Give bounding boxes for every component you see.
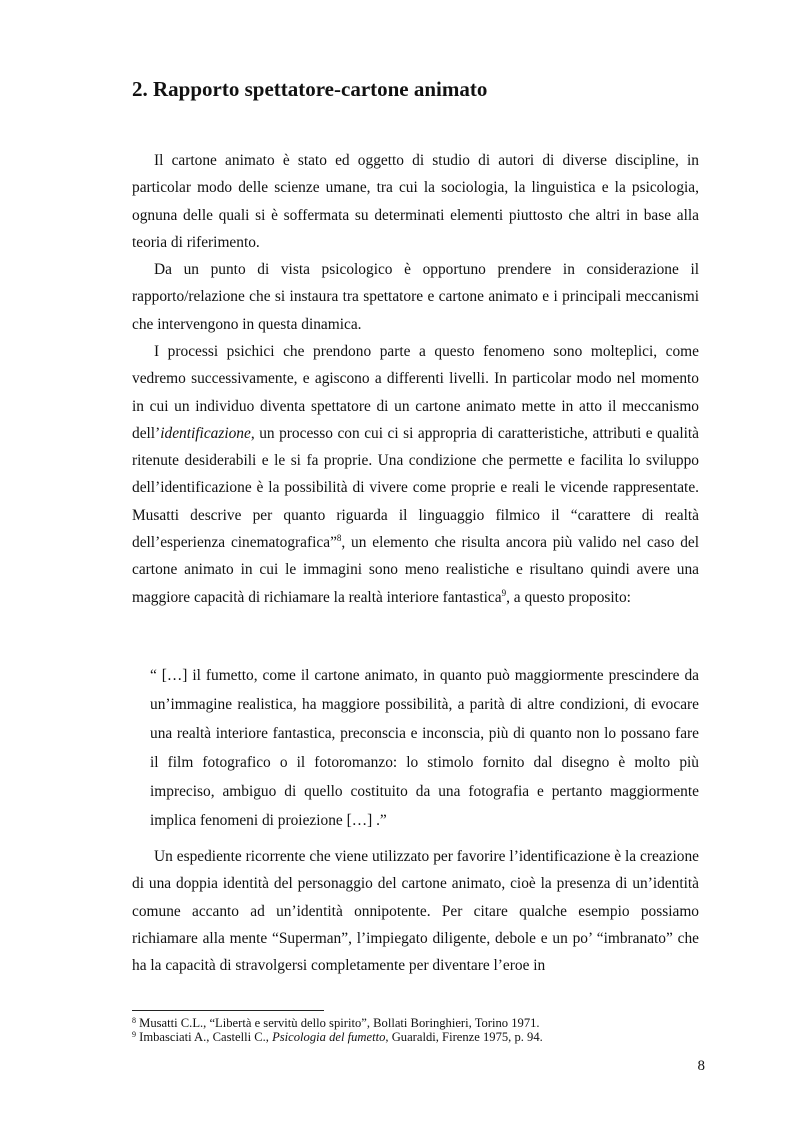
identificazione-term: identificazione [160, 424, 251, 442]
footnote-divider [132, 1010, 324, 1011]
footnote-9-publisher: , Guaraldi, Firenze 1975, p. 94. [385, 1030, 543, 1044]
paragraph-3-text [132, 338, 699, 611]
footnote-8-number: 8 [132, 1016, 136, 1025]
paragraph-3-part-d: , a questo proposito: [506, 588, 631, 606]
footnote-9-title: Psicologia del fumetto [272, 1030, 386, 1044]
paragraph-1-text: Il cartone animato è stato ed oggetto di studio di autori di diverse discipline, in particolar modo delle scienze umane, tra cui la sociologia, la linguistica e la psicologia, ognuna delle quali si è soffermata su determinati elementi piuttosto che altri in base alla teoria di riferimento. [132, 152, 699, 251]
paragraph-1 [132, 147, 699, 256]
footnote-9-number: 9 [132, 1030, 136, 1039]
footnote-9 [132, 1030, 699, 1044]
paragraph-3-part-a: I processi psichici che prendono parte a questo fenomeno sono molteplici, come vedremo successivamente, e agiscono a differenti livelli. In particolar modo nel momento in cui un individuo diventa spettatore di un cartone animato mette in atto il meccanismo dell’ [132, 343, 699, 442]
footnote-8 [132, 1016, 699, 1030]
block-quote: “ […] il fumetto, come il cartone animato, in quanto può maggiormente prescindere da un’immagine realistica, ha maggiore possibilità, a parità di altre condizioni, di evocare una realtà interiore fantastica, preconscia e inconscia, più di quanto non lo possano fare il film fotografico o il fotoromanzo: lo stimolo fornito dal disegno è molto più impreciso, ambiguo di quello costituito da una fotografia e pertanto maggiormente implica fenomeni di proiezione […] .” [150, 667, 699, 829]
paragraph-3 [132, 338, 699, 611]
footnote-8-text: Musatti C.L., “Libertà e servitù dello spirito”, Bollati Boringhieri, Torino 1971. [136, 1016, 540, 1030]
paragraph-3-part-c: , un elemento che risulta ancora più valido nel caso del cartone animato in cui le immagini sono meno realistiche e risultano quindi avere una maggiore capacità di richiamare la realtà interiore fantastica [132, 534, 699, 606]
paragraph-3-part-b: , un processo con cui ci si appropria di caratteristiche, attributi e qualità ritenute desiderabili e le si fa proprie. Una condizione che permette e facilita lo sviluppo dell’identificazione è la possibilità di vivere come proprie e reali le vicende rappresentate. Musatti descrive per quanto riguarda il linguaggio filmico il “carattere di realtà dell’esperienza cinematografica” [132, 424, 699, 552]
page-number: 8 [697, 1058, 705, 1074]
section-title: 2. Rapporto spettatore-cartone animato [132, 77, 488, 101]
footnotes [132, 1016, 699, 1044]
footnote-9-authors: Imbasciati A., Castelli C., [136, 1030, 273, 1044]
paragraph-2 [132, 256, 699, 338]
footnote-ref-8[interactable]: 8 [336, 533, 342, 544]
paragraph-2-text: Da un punto di vista psicologico è opportuno prendere in considerazione il rapporto/relazione che si instaura tra spettatore e cartone animato e i principali meccanismi che intervengono in questa dinamica. [132, 261, 699, 333]
paragraph-4 [132, 843, 699, 979]
paragraph-4-text: Un espediente ricorrente che viene utilizzato per favorire l’identificazione è la creazione di una doppia identità del personaggio del cartone animato, cioè la presenza di un’identità comune accanto ad un’identità onnipotente. Per citare qualche esempio possiamo richiamare alla mente “Superman”, l’impiegato diligente, debole e un po’ “imbranato” che ha la capacità di stravolgersi completamente per diventare l’eroe in [132, 848, 699, 975]
footnote-ref-9[interactable]: 9 [501, 587, 507, 598]
